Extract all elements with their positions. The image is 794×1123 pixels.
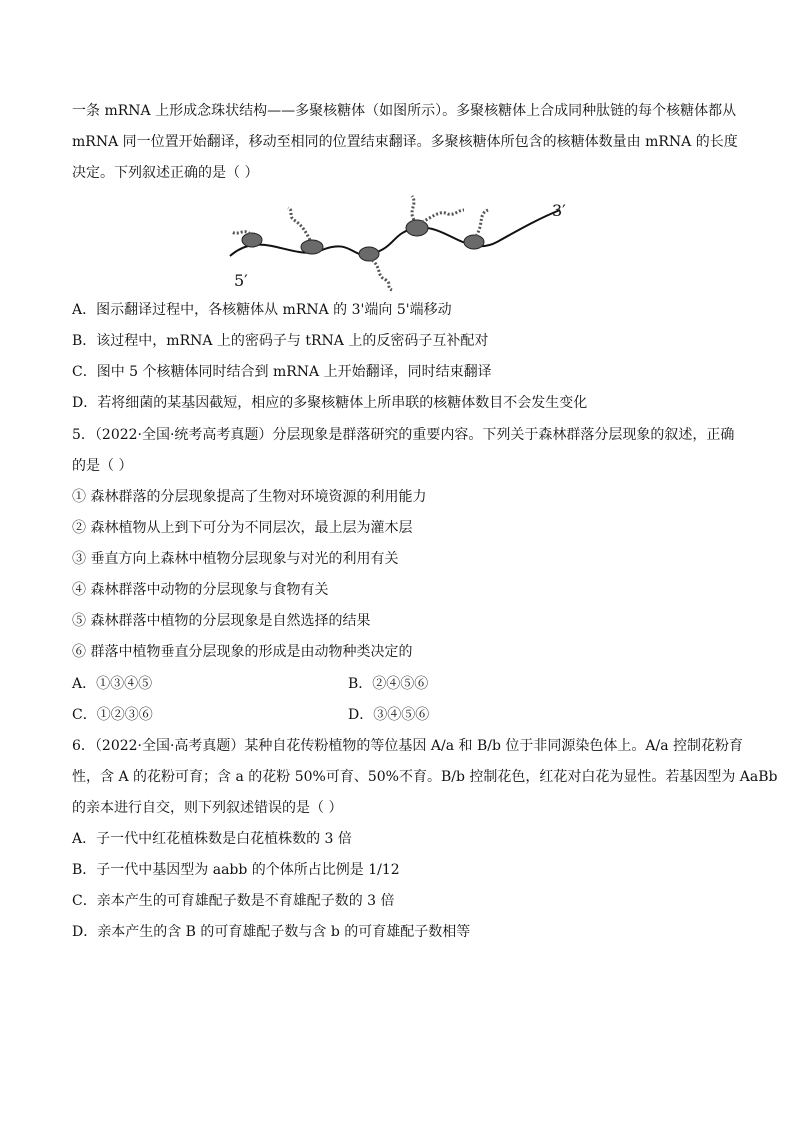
q5-statement-2: ② 森林植物从上到下可分为不同层次，最上层为灌木层 bbox=[72, 520, 413, 536]
ribosome-2 bbox=[301, 240, 323, 254]
q6-stem-line-3: 的亲本进行自交，则下列叙述错误的是（ ） bbox=[72, 800, 343, 816]
q6-option-c: C．亲本产生的可育雄配子数是不育雄配子数的 3 倍 bbox=[72, 893, 395, 909]
q5-option-d: D．③④⑤⑥ bbox=[348, 707, 430, 723]
q4-stem-line-1: 一条 mRNA 上形成念珠状结构——多聚核糖体（如图所示）。多聚核糖体上合成同种肽链的每个核糖体都从 bbox=[72, 103, 737, 119]
peptide-chains bbox=[232, 196, 488, 290]
q5-stem-line-1: 5．（2022·全国·统考高考真题）分层现象是群落研究的重要内容。下列关于森林群落分层现象的叙述，正确 bbox=[72, 427, 735, 443]
q5-statement-5: ⑤ 森林群落中植物的分层现象是自然选择的结果 bbox=[72, 613, 371, 629]
ribosome-5 bbox=[464, 235, 484, 249]
polyribosome-figure bbox=[222, 188, 582, 292]
mrna-strand bbox=[230, 210, 560, 256]
three-prime-label: 3′ bbox=[552, 201, 566, 220]
q4-stem-line-3: 决定。下列叙述正确的是（ ） bbox=[72, 165, 259, 181]
peptide-chain-3 bbox=[372, 260, 392, 290]
q6-stem-line-1: 6．（2022·全国·高考真题）某种自花传粉植物的等位基因 A/a 和 B/b 位于非同源染色体上。A/a 控制花粉育 bbox=[72, 738, 743, 754]
ribosome-1 bbox=[242, 233, 262, 247]
q6-option-d: D．亲本产生的含 B 的可育雄配子数与含 b 的可育雄配子数相等 bbox=[72, 924, 471, 940]
q4-option-a: A．图示翻译过程中，各核糖体从 mRNA 的 3'端向 5'端移动 bbox=[72, 302, 452, 318]
ribosome-4 bbox=[406, 220, 428, 236]
ribosome-3 bbox=[359, 247, 379, 261]
q5-statement-3: ③ 垂直方向上森林中植物分层现象与对光的利用有关 bbox=[72, 551, 399, 567]
polyribosome-diagram bbox=[222, 188, 582, 292]
q4-option-c: C．图中 5 个核糖体同时结合到 mRNA 上开始翻译，同时结束翻译 bbox=[72, 364, 492, 380]
q6-option-a: A．子一代中红花植株数是白花植株数的 3 倍 bbox=[72, 831, 352, 847]
q5-statement-1: ① 森林群落的分层现象提高了生物对环境资源的利用能力 bbox=[72, 489, 427, 505]
q5-option-b: B．②④⑤⑥ bbox=[348, 676, 429, 692]
q4-stem-line-2: mRNA 同一位置开始翻译，移动至相同的位置结束翻译。多聚核糖体所包含的核糖体数量由 mRNA 的长度 bbox=[72, 134, 738, 150]
q5-statement-4: ④ 森林群落中动物的分层现象与食物有关 bbox=[72, 582, 329, 598]
q6-stem-line-2: 性，含 A 的花粉可育；含 a 的花粉 50%可育、50%不育。B/b 控制花色，红花对白花为显性。若基因型为 AaBb bbox=[72, 769, 778, 785]
q5-option-a: A．①③④⑤ bbox=[72, 676, 153, 692]
q6-option-b: B．子一代中基因型为 aabb 的个体所占比例是 1/12 bbox=[72, 862, 400, 878]
q5-stem-line-2: 的是（ ） bbox=[72, 458, 133, 474]
peptide-chain-5 bbox=[476, 210, 488, 236]
q4-option-d: D．若将细菌的某基因截短，相应的多聚核糖体上所串联的核糖体数目不会发生变化 bbox=[72, 395, 588, 411]
peptide-chain-4 bbox=[412, 196, 464, 222]
q5-statement-6: ⑥ 群落中植物垂直分层现象的形成是由动物种类决定的 bbox=[72, 644, 413, 660]
five-prime-label: 5′ bbox=[234, 271, 248, 290]
q4-option-b: B．该过程中，mRNA 上的密码子与 tRNA 上的反密码子互补配对 bbox=[72, 333, 489, 349]
peptide-chain-2 bbox=[288, 208, 310, 240]
q5-option-c: C．①②③⑥ bbox=[72, 707, 153, 723]
